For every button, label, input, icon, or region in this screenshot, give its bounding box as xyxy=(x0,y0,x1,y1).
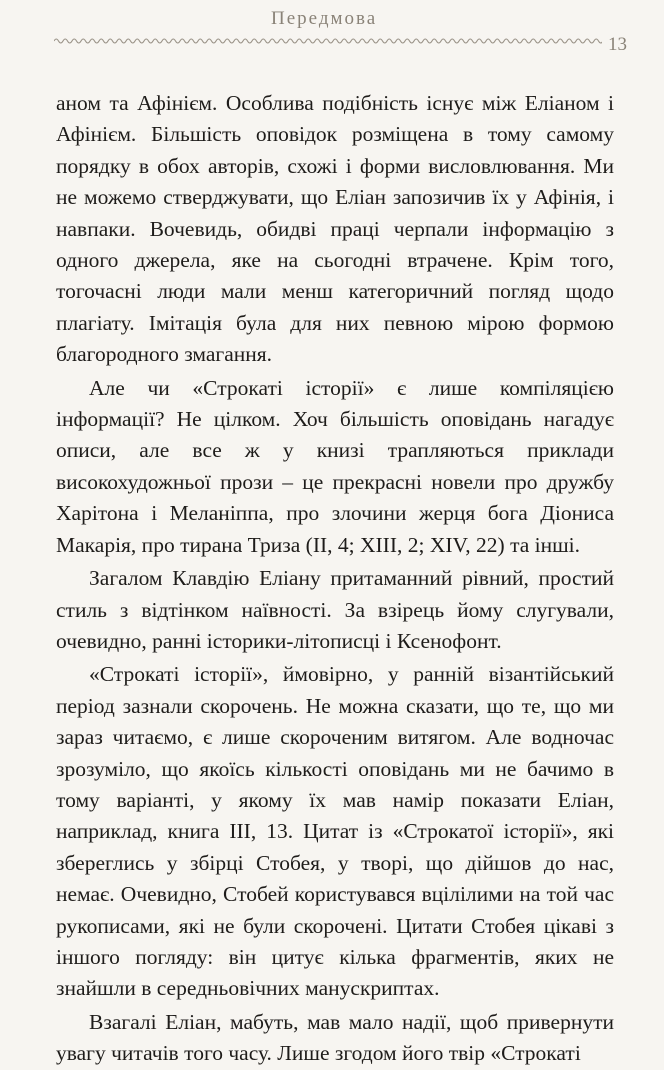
paragraph: «Строкаті історії», ймовірно, у ранній візантійський період зазнали скорочень. Не можна сказати, що те, що ми зараз читаємо, є лише скороченим витягом. Але водночас зрозуміло, що якоїсь кількості оповідань ми не бачимо в тому варіанті, у якому їх мав намір показати Еліан, наприклад, книга III, 13. Цитат із «Строкатої історії», які збереглись у збірці Стобея, у творі, що дійшов до нас, немає. Очевидно, Стобей користувався вцілілими на той час рукописами, які не були скорочені. Цитати Стобея цікаві з іншого погляду: він цитує кілька фрагментів, яких не знайшли в середньовічних манускриптах. xyxy=(56,662,614,1001)
paragraph: Загалом Клавдію Еліану притаманний рівний, простий стиль з відтінком наївності. За взірець йому слугували, очевидно, ранні історики-літописці і Ксенофонт. xyxy=(56,566,614,653)
header-wave-ornament xyxy=(54,34,602,48)
page-number: 13 xyxy=(608,34,627,55)
page-body xyxy=(56,88,614,1070)
paragraph: Взагалі Еліан, мабуть, мав мало надії, щоб привернути увагу читачів того часу. Лише згодом його твір «Строкаті xyxy=(56,1009,614,1066)
paragraph: Але чи «Строкаті історії» є лише компіляцією інформації? Не цілком. Хоч більшість оповідань нагадує описи, але все ж у книзі трапляються приклади високохудожньої прози – це прекрасні новели про дружбу Харітона і Меланіппа, про злочини жерця бога Діониса Макарія, про тирана Триза (II, 4; XIII, 2; XIV, 22) та інші. xyxy=(56,375,614,557)
running-header xyxy=(0,8,664,55)
section-title: Передмова xyxy=(271,8,378,29)
paragraph-continued: аном та Афінієм. Особлива подібність існує між Еліаном і Афінієм. Більшість оповідок розміщена в тому самому порядку в обох авторів, схожі і форми висловлювання. Ми не можемо стверджувати, що Еліан запозичив їх у Афінія, і навпаки. Вочевидь, обидві праці черпали інформацію з одного джерела, яке на сьогодні втрачене. Крім того, тогочасні люди мали менш категоричний погляд щодо плагіату. Імітація була для них певною мірою формою благородного змагання. xyxy=(56,91,614,367)
